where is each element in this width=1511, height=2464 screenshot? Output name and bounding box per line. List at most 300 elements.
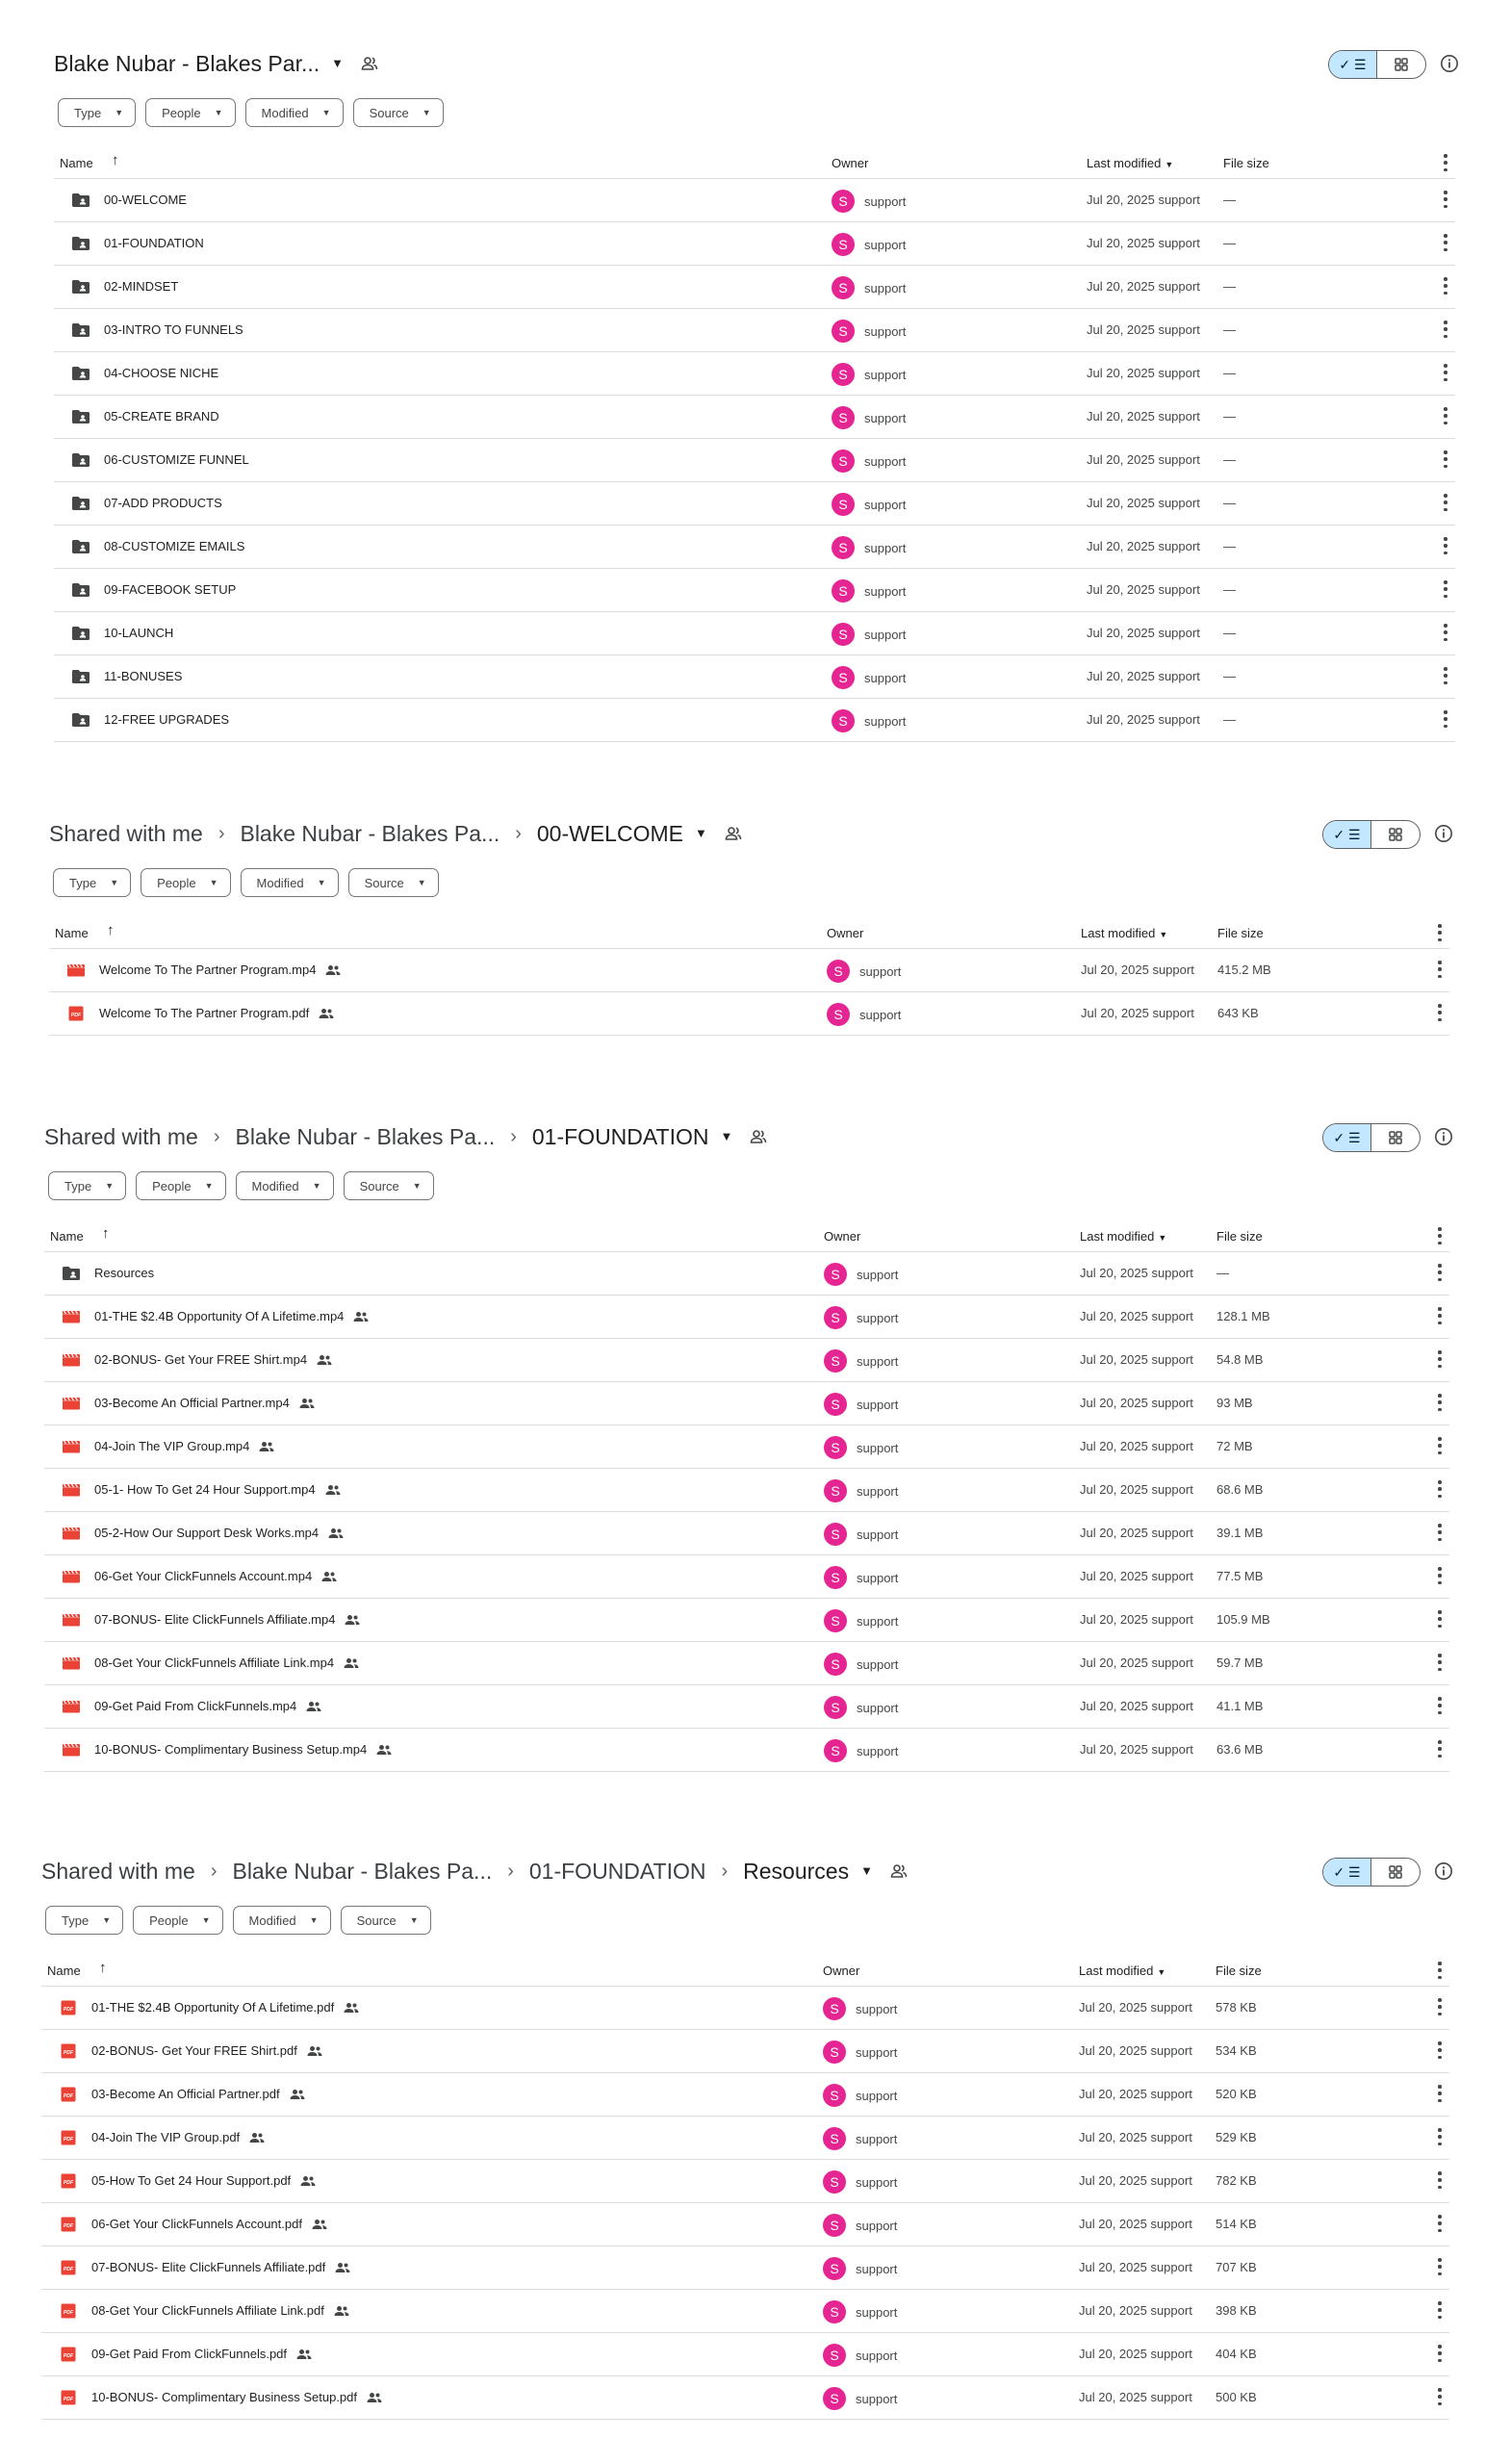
avatar: S <box>824 1609 847 1632</box>
file-name[interactable]: 10-BONUS- Complimentary Business Setup.mp4 <box>94 1742 368 1757</box>
column-header-name[interactable]: Name <box>55 926 89 940</box>
owner-name: support <box>864 670 907 685</box>
file-size-cell: 68.6 MB <box>1216 1482 1264 1497</box>
breadcrumb-current-folder[interactable]: Blake Nubar - Blakes Par... <box>54 51 320 76</box>
file-name[interactable]: 05-1- How To Get 24 Hour Support.mp4 <box>94 1482 316 1497</box>
more-options-icon[interactable] <box>1444 580 1447 598</box>
table-row[interactable] <box>44 1555 1449 1599</box>
table-row[interactable] <box>44 1296 1449 1339</box>
owner-cell <box>823 2127 897 2150</box>
more-options-icon[interactable] <box>1438 1437 1442 1454</box>
owner-name: support <box>859 963 902 979</box>
table-row[interactable] <box>54 439 1455 482</box>
file-name[interactable]: 08-CUSTOMIZE EMAILS <box>104 539 245 553</box>
file-name[interactable]: 03-Become An Official Partner.pdf <box>91 2087 280 2101</box>
column-header-last-modified[interactable] <box>1087 156 1173 170</box>
more-options-icon[interactable] <box>1438 2085 1442 2102</box>
file-name[interactable]: 03-INTRO TO FUNNELS <box>104 322 243 337</box>
more-options-icon[interactable] <box>1444 191 1447 208</box>
owner-cell <box>823 2214 897 2237</box>
info-icon[interactable] <box>1440 54 1459 73</box>
owner-name: support <box>864 410 907 425</box>
last-modified-label: Last modified <box>1080 1229 1155 1244</box>
more-options-icon[interactable] <box>1438 1654 1442 1671</box>
owner-name: support <box>857 1483 899 1499</box>
table-row[interactable] <box>44 1469 1449 1512</box>
view-toggle <box>1322 1858 1421 1886</box>
avatar: S <box>832 493 855 516</box>
svg-text:PDF: PDF <box>63 2136 74 2143</box>
filter-chip-label: Type <box>62 1912 90 1928</box>
more-options-icon[interactable] <box>1438 1740 1442 1758</box>
file-name[interactable]: 01-THE $2.4B Opportunity Of A Lifetime.mp4 <box>94 1309 345 1323</box>
file-table <box>44 1219 1449 1772</box>
last-modified-cell: Jul 20, 2025 support <box>1087 279 1200 294</box>
last-modified-cell: Jul 20, 2025 support <box>1079 2303 1192 2318</box>
owner-cell <box>832 190 906 213</box>
more-options-icon[interactable] <box>1444 667 1447 684</box>
table-header <box>49 916 1449 949</box>
filter-chip-people[interactable] <box>133 1906 222 1935</box>
file-size-cell: — <box>1223 452 1236 467</box>
more-options-icon[interactable] <box>1438 2345 1442 2362</box>
caret-down-icon[interactable]: ▼ <box>720 1129 733 1143</box>
filter-chip-label: Source <box>364 875 404 890</box>
avatar: S <box>832 536 855 559</box>
dropdown-arrow-icon: ▼ <box>115 108 124 117</box>
chevron-right-icon: › <box>218 823 225 844</box>
more-options-icon[interactable] <box>1444 624 1447 641</box>
filter-chip-source[interactable] <box>344 1171 434 1200</box>
file-name[interactable]: 02-MINDSET <box>104 279 179 294</box>
file-size-cell: — <box>1223 409 1236 424</box>
file-name[interactable]: 00-WELCOME <box>104 192 187 207</box>
last-modified-cell: Jul 20, 2025 support <box>1080 1266 1193 1280</box>
last-modified-cell: Jul 20, 2025 support <box>1079 2130 1192 2144</box>
table-row[interactable] <box>44 1729 1449 1772</box>
caret-down-icon[interactable]: ▼ <box>694 826 707 840</box>
more-options-icon[interactable] <box>1438 1697 1442 1714</box>
filter-chip-modified[interactable] <box>233 1906 331 1935</box>
owner-cell <box>824 1436 898 1459</box>
list-view-button[interactable]: ✓ ☰ <box>1323 1124 1371 1151</box>
file-name[interactable]: 10-LAUNCH <box>104 626 174 640</box>
file-size-cell: 782 KB <box>1216 2173 1257 2188</box>
table-row[interactable] <box>44 1685 1449 1729</box>
video-file-icon <box>62 1699 81 1714</box>
more-options-icon[interactable] <box>1438 2171 1442 2189</box>
table-row[interactable] <box>44 1252 1449 1296</box>
svg-text:PDF: PDF <box>63 2266 74 2272</box>
more-options-icon[interactable] <box>1438 1610 1442 1628</box>
file-name-cell <box>99 962 341 977</box>
file-name[interactable]: 05-2-How Our Support Desk Works.mp4 <box>94 1526 320 1540</box>
dropdown-arrow-icon: ▼ <box>105 1181 115 1191</box>
avatar: S <box>823 2084 846 2107</box>
more-options-icon[interactable] <box>1444 154 1447 171</box>
more-options-icon[interactable] <box>1444 234 1447 251</box>
more-options-icon[interactable] <box>1438 1394 1442 1411</box>
file-name-cell <box>94 1482 341 1497</box>
breadcrumb-current-folder[interactable]: 01-FOUNDATION <box>531 1124 709 1149</box>
more-options-icon[interactable] <box>1444 537 1447 554</box>
video-file-icon <box>62 1569 81 1584</box>
table-row[interactable] <box>54 352 1455 396</box>
breadcrumb-item[interactable]: Shared with me <box>44 1124 198 1149</box>
table-row[interactable] <box>44 1599 1449 1642</box>
more-options-icon[interactable] <box>1438 1962 1442 1979</box>
owner-cell <box>823 2300 897 2323</box>
avatar: S <box>824 1393 847 1416</box>
more-options-icon[interactable] <box>1438 1480 1442 1498</box>
table-row[interactable] <box>54 655 1455 699</box>
table-row[interactable] <box>54 266 1455 309</box>
file-size-cell: — <box>1216 1266 1229 1280</box>
filter-chip-label: Type <box>69 875 97 890</box>
shared-folder-icon <box>71 322 90 338</box>
video-file-icon <box>62 1439 81 1454</box>
filter-chip-source[interactable] <box>341 1906 431 1935</box>
caret-down-icon: ▼ <box>1157 1967 1166 1977</box>
more-options-icon[interactable] <box>1438 1307 1442 1324</box>
file-name[interactable]: Welcome To The Partner Program.mp4 <box>99 962 317 977</box>
owner-cell <box>824 1306 898 1329</box>
avatar: S <box>824 1349 847 1373</box>
video-file-icon <box>62 1482 81 1498</box>
last-modified-cell: Jul 20, 2025 support <box>1087 409 1200 424</box>
avatar: S <box>827 960 850 983</box>
view-toggle <box>1322 1123 1421 1152</box>
filter-chip-type[interactable] <box>53 868 131 897</box>
table-row[interactable] <box>41 2203 1449 2246</box>
people-icon <box>335 2262 350 2273</box>
table-row[interactable] <box>44 1382 1449 1425</box>
table-row[interactable] <box>54 396 1455 439</box>
table-row[interactable] <box>41 2333 1449 2376</box>
people-icon <box>376 1744 392 1756</box>
file-name[interactable]: 05-CREATE BRAND <box>104 409 219 424</box>
folder-header <box>0 807 1511 860</box>
info-icon[interactable] <box>1434 1127 1453 1146</box>
file-name[interactable]: 04-Join The VIP Group.pdf <box>91 2130 241 2144</box>
shared-folder-icon <box>71 279 90 295</box>
file-size-cell: 39.1 MB <box>1216 1526 1264 1540</box>
dropdown-arrow-icon: ▼ <box>409 1915 419 1925</box>
more-options-icon[interactable] <box>1438 1264 1442 1281</box>
people-icon <box>259 1441 274 1452</box>
filter-chip-modified[interactable] <box>241 868 339 897</box>
table-row[interactable] <box>41 2117 1449 2160</box>
owner-cell <box>823 2040 897 2064</box>
file-name[interactable]: 02-BONUS- Get Your FREE Shirt.mp4 <box>94 1352 308 1367</box>
filter-chip-source[interactable] <box>353 98 444 127</box>
file-size-cell: 41.1 MB <box>1216 1699 1264 1713</box>
people-icon <box>317 1354 332 1366</box>
owner-cell <box>823 2084 897 2107</box>
column-header-name[interactable]: Name <box>60 156 93 170</box>
file-size-cell: — <box>1223 669 1236 683</box>
more-options-icon[interactable] <box>1444 407 1447 424</box>
drive-folder-panel <box>0 807 1511 1040</box>
file-name[interactable]: 09-Get Paid From ClickFunnels.pdf <box>91 2347 288 2361</box>
filter-chip-label: Modified <box>261 105 309 120</box>
file-table <box>49 916 1449 1036</box>
owner-name: support <box>856 2131 898 2146</box>
dropdown-arrow-icon: ▼ <box>201 1915 211 1925</box>
filter-chip-people[interactable] <box>145 98 235 127</box>
owner-name: support <box>864 713 907 729</box>
column-header-last-modified[interactable] <box>1079 1964 1165 1978</box>
breadcrumb-item[interactable]: Shared with me <box>49 821 203 846</box>
svg-text:PDF: PDF <box>63 2222 74 2229</box>
filter-chip-modified[interactable] <box>236 1171 334 1200</box>
owner-cell <box>827 960 901 983</box>
more-options-icon[interactable] <box>1438 2301 1442 2319</box>
file-name[interactable]: 09-Get Paid From ClickFunnels.mp4 <box>94 1699 297 1713</box>
filter-chips <box>48 1171 434 1200</box>
shared-folder-icon <box>71 366 90 381</box>
more-options-icon[interactable] <box>1438 1998 1442 2015</box>
filter-chip-people[interactable] <box>141 868 230 897</box>
table-row[interactable] <box>41 2246 1449 2290</box>
more-options-icon[interactable] <box>1438 1350 1442 1368</box>
breadcrumb-current-folder[interactable]: Resources <box>743 1859 850 1884</box>
grid-view-button[interactable] <box>1371 1859 1420 1886</box>
last-modified-cell: Jul 20, 2025 support <box>1081 1006 1194 1020</box>
owner-name: support <box>857 1353 899 1369</box>
shared-folder-icon <box>361 56 378 71</box>
file-name[interactable]: 05-How To Get 24 Hour Support.pdf <box>91 2173 292 2188</box>
table-row[interactable] <box>54 179 1455 222</box>
owner-cell <box>832 623 906 646</box>
list-view-button[interactable]: ✓ ☰ <box>1323 821 1371 848</box>
more-options-icon[interactable] <box>1444 321 1447 338</box>
table-row[interactable] <box>41 2376 1449 2420</box>
more-options-icon[interactable] <box>1438 2041 1442 2059</box>
file-name[interactable]: 01-THE $2.4B Opportunity Of A Lifetime.pdf <box>91 2000 335 2015</box>
more-options-icon[interactable] <box>1444 494 1447 511</box>
svg-text:PDF: PDF <box>63 2309 74 2316</box>
caret-down-icon[interactable]: ▼ <box>860 1863 873 1878</box>
folder-header <box>0 37 1511 90</box>
file-size-cell: — <box>1223 712 1236 727</box>
file-name-cell <box>94 1742 392 1757</box>
file-name[interactable]: 08-Get Your ClickFunnels Affiliate Link.pdf <box>91 2303 324 2318</box>
grid-view-button[interactable] <box>1371 821 1420 848</box>
column-header-last-modified[interactable] <box>1081 926 1167 940</box>
more-options-icon[interactable] <box>1444 364 1447 381</box>
last-modified-cell: Jul 20, 2025 support <box>1087 192 1200 207</box>
table-row[interactable] <box>54 699 1455 742</box>
last-modified-cell: Jul 20, 2025 support <box>1080 1612 1193 1627</box>
file-name-cell <box>104 496 222 510</box>
shared-folder-icon <box>71 192 90 208</box>
breadcrumb-item[interactable]: Blake Nubar - Blakes Pa... <box>232 1859 493 1884</box>
filter-chip-source[interactable] <box>348 868 439 897</box>
file-name[interactable]: 06-Get Your ClickFunnels Account.mp4 <box>94 1569 313 1583</box>
more-options-icon[interactable] <box>1438 1567 1442 1584</box>
video-file-icon <box>62 1352 81 1368</box>
owner-name: support <box>856 2001 898 2016</box>
more-options-icon[interactable] <box>1438 961 1442 978</box>
owner-cell <box>832 363 906 386</box>
more-options-icon[interactable] <box>1444 710 1447 728</box>
more-options-icon[interactable] <box>1438 1227 1442 1245</box>
last-modified-cell: Jul 20, 2025 support <box>1080 1742 1193 1757</box>
filter-chips <box>53 868 439 897</box>
list-view-button[interactable]: ✓ ☰ <box>1329 51 1377 78</box>
file-name[interactable]: Resources <box>94 1266 155 1280</box>
more-options-icon[interactable] <box>1438 2388 1442 2405</box>
shared-folder-icon <box>62 1266 81 1281</box>
file-name[interactable]: 07-ADD PRODUCTS <box>104 496 222 510</box>
filter-chip-type[interactable] <box>45 1906 123 1935</box>
file-name[interactable]: 07-BONUS- Elite ClickFunnels Affiliate.mp4 <box>94 1612 336 1627</box>
owner-name: support <box>856 2218 898 2233</box>
file-name-cell <box>91 2347 312 2361</box>
grid-view-button[interactable] <box>1377 51 1425 78</box>
file-size-cell: 404 KB <box>1216 2347 1257 2361</box>
people-icon <box>325 964 341 976</box>
file-name[interactable]: 02-BONUS- Get Your FREE Shirt.pdf <box>91 2043 297 2058</box>
filter-chip-label: Type <box>74 105 102 120</box>
file-name-cell <box>91 2173 316 2188</box>
file-name[interactable]: 09-FACEBOOK SETUP <box>104 582 237 597</box>
breadcrumb-current-folder[interactable]: 00-WELCOME <box>536 821 683 846</box>
sort-up-arrow-icon[interactable]: ↑ <box>112 152 119 168</box>
table-row[interactable] <box>54 526 1455 569</box>
more-options-icon[interactable] <box>1444 277 1447 295</box>
table-row[interactable] <box>49 949 1449 992</box>
table-row[interactable] <box>54 482 1455 526</box>
file-name-cell <box>94 1526 344 1540</box>
table-row[interactable] <box>54 569 1455 612</box>
file-name[interactable]: 08-Get Your ClickFunnels Affiliate Link.mp4 <box>94 1656 335 1670</box>
breadcrumb-item[interactable]: 01-FOUNDATION <box>528 1859 706 1884</box>
file-name[interactable]: 06-Get Your ClickFunnels Account.pdf <box>91 2217 302 2231</box>
file-name[interactable]: 12-FREE UPGRADES <box>104 712 230 727</box>
dropdown-arrow-icon: ▼ <box>214 108 223 117</box>
file-size-cell: 93 MB <box>1216 1396 1253 1410</box>
column-header-name[interactable]: Name <box>47 1964 81 1978</box>
column-header-name[interactable]: Name <box>50 1229 84 1244</box>
table-row[interactable] <box>41 2073 1449 2117</box>
table-row[interactable] <box>54 612 1455 655</box>
sort-up-arrow-icon[interactable]: ↑ <box>99 1960 107 1976</box>
caret-down-icon[interactable]: ▼ <box>331 56 344 70</box>
more-options-icon[interactable] <box>1438 924 1442 941</box>
filter-chip-type[interactable] <box>48 1171 126 1200</box>
sort-up-arrow-icon[interactable]: ↑ <box>107 922 115 938</box>
table-row[interactable] <box>41 2160 1449 2203</box>
owner-name: support <box>856 2391 898 2406</box>
filter-chip-modified[interactable] <box>245 98 344 127</box>
info-icon[interactable] <box>1434 824 1453 843</box>
table-row[interactable] <box>54 309 1455 352</box>
more-options-icon[interactable] <box>1438 1004 1442 1021</box>
filter-chip-label: Modified <box>251 1178 299 1194</box>
table-row[interactable] <box>41 2030 1449 2073</box>
owner-name: support <box>864 237 907 252</box>
column-header-last-modified[interactable] <box>1080 1229 1166 1244</box>
table-row[interactable] <box>44 1512 1449 1555</box>
table-header <box>41 1954 1449 1987</box>
pdf-file-icon <box>59 2260 78 2275</box>
table-row[interactable] <box>49 992 1449 1036</box>
file-name[interactable]: 01-FOUNDATION <box>104 236 204 250</box>
filter-chip-people[interactable] <box>136 1171 225 1200</box>
breadcrumb-item[interactable]: Blake Nubar - Blakes Pa... <box>235 1124 496 1149</box>
chevron-right-icon: › <box>510 1126 517 1147</box>
file-name[interactable]: 11-BONUSES <box>104 669 183 683</box>
file-name[interactable]: 04-CHOOSE NICHE <box>104 366 219 380</box>
avatar: S <box>832 190 855 213</box>
column-header-owner: Owner <box>832 156 869 170</box>
table-row[interactable] <box>44 1425 1449 1469</box>
table-row[interactable] <box>54 222 1455 266</box>
people-icon <box>249 2132 265 2143</box>
file-name[interactable]: 07-BONUS- Elite ClickFunnels Affiliate.pdf <box>91 2260 326 2274</box>
filter-chip-label: Modified <box>248 1912 296 1928</box>
file-name[interactable]: Welcome To The Partner Program.pdf <box>99 1006 310 1020</box>
file-name[interactable]: 10-BONUS- Complimentary Business Setup.pdf <box>91 2390 358 2404</box>
last-modified-cell: Jul 20, 2025 support <box>1079 2347 1192 2361</box>
table-row[interactable] <box>44 1339 1449 1382</box>
more-options-icon[interactable] <box>1438 2258 1442 2275</box>
breadcrumb-item[interactable]: Shared with me <box>41 1859 195 1884</box>
table-header <box>54 146 1455 179</box>
table-row[interactable] <box>41 1987 1449 2030</box>
file-size-cell: — <box>1223 582 1236 597</box>
more-options-icon[interactable] <box>1438 1524 1442 1541</box>
file-name-cell <box>91 2303 349 2318</box>
file-size-cell: 500 KB <box>1216 2390 1257 2404</box>
breadcrumb <box>50 46 378 81</box>
more-options-icon[interactable] <box>1444 450 1447 468</box>
file-name[interactable]: 06-CUSTOMIZE FUNNEL <box>104 452 249 467</box>
more-options-icon[interactable] <box>1438 2215 1442 2232</box>
breadcrumb-item[interactable]: Blake Nubar - Blakes Pa... <box>240 821 500 846</box>
info-icon[interactable] <box>1434 1861 1453 1881</box>
avatar: S <box>824 1263 847 1286</box>
avatar: S <box>824 1696 847 1719</box>
file-size-cell: — <box>1223 279 1236 294</box>
more-options-icon[interactable] <box>1438 2128 1442 2145</box>
dropdown-arrow-icon: ▼ <box>417 878 426 887</box>
sort-up-arrow-icon[interactable]: ↑ <box>102 1225 110 1242</box>
filter-chip-label: Source <box>369 105 409 120</box>
grid-view-button[interactable] <box>1371 1124 1420 1151</box>
owner-name: support <box>856 2088 898 2103</box>
people-icon <box>345 1614 360 1626</box>
table-row[interactable] <box>44 1642 1449 1685</box>
filter-chip-type[interactable] <box>58 98 136 127</box>
file-name[interactable]: 03-Become An Official Partner.mp4 <box>94 1396 290 1410</box>
last-modified-cell: Jul 20, 2025 support <box>1087 322 1200 337</box>
table-row[interactable] <box>41 2290 1449 2333</box>
owner-name: support <box>856 2348 898 2363</box>
avatar: S <box>832 276 855 299</box>
last-modified-cell: Jul 20, 2025 support <box>1081 962 1194 977</box>
owner-cell <box>823 1997 897 2020</box>
file-name-cell <box>94 1439 274 1453</box>
owner-cell <box>824 1393 898 1416</box>
svg-text:PDF: PDF <box>63 2049 74 2056</box>
last-modified-cell: Jul 20, 2025 support <box>1080 1396 1193 1410</box>
file-name[interactable]: 04-Join The VIP Group.mp4 <box>94 1439 250 1453</box>
file-name-cell <box>104 279 178 294</box>
list-view-button[interactable]: ✓ ☰ <box>1323 1859 1371 1886</box>
